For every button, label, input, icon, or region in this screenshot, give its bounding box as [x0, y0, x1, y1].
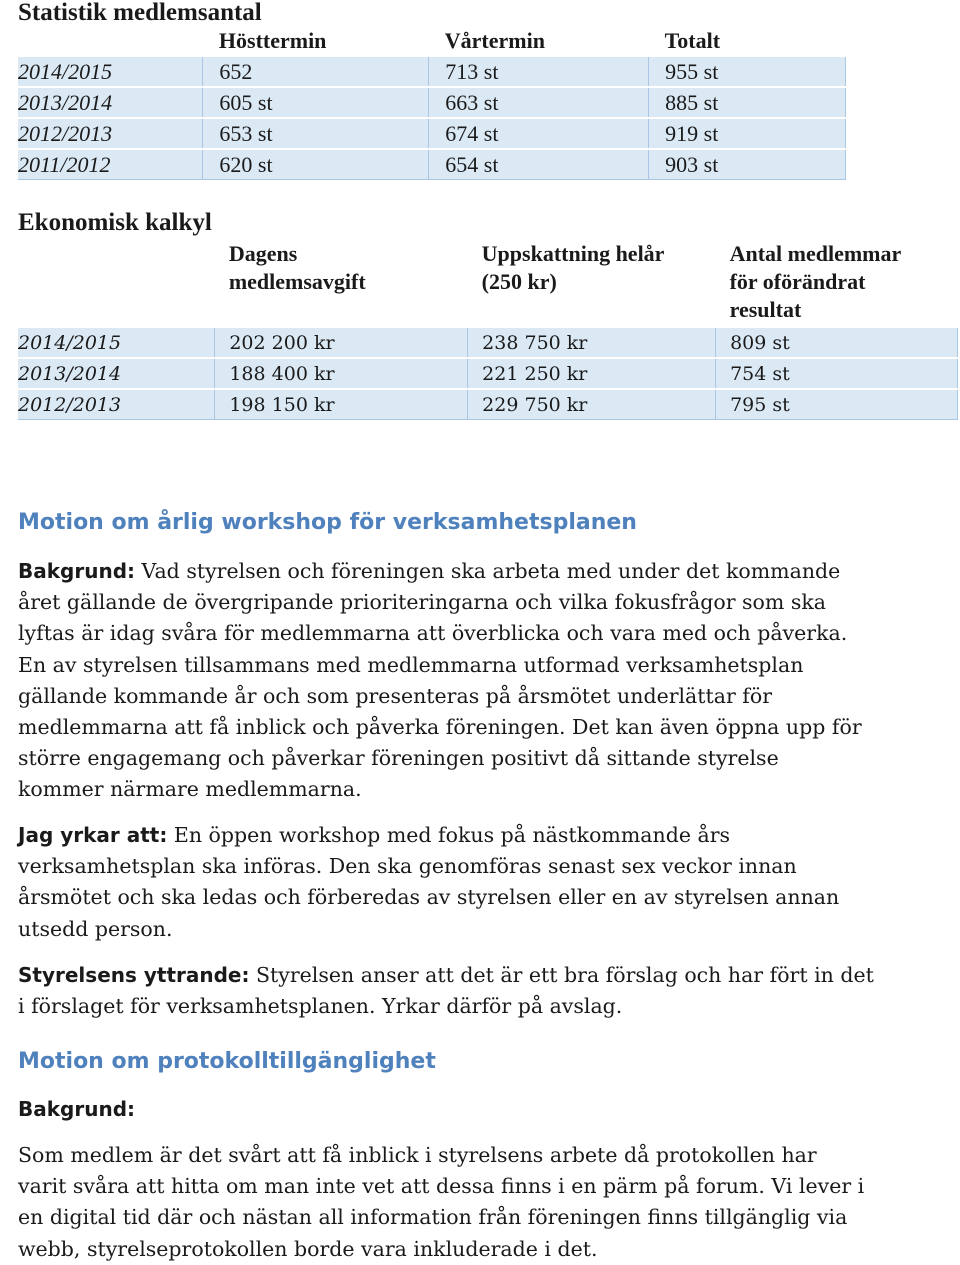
cell: 221 250 kr [468, 358, 716, 389]
cell: 202 200 kr [215, 327, 468, 358]
cell: 653 st [203, 118, 429, 149]
cell: 238 750 kr [468, 327, 716, 358]
year-cell: 2012/2013 [18, 389, 215, 420]
header-totalt: Totalt [649, 26, 846, 56]
header-hosttermin: Hösttermin [203, 26, 429, 56]
year-cell: 2013/2014 [18, 358, 215, 389]
table-header-row [18, 240, 958, 327]
header-blank [18, 240, 215, 327]
cell: 754 st [716, 358, 958, 389]
year-cell: 2013/2014 [18, 87, 203, 118]
cell: 919 st [649, 118, 846, 149]
yrkar-label: Jag yrkar att: [18, 823, 168, 847]
table-row [18, 56, 846, 87]
cell: 955 st [649, 56, 846, 87]
cell: 674 st [429, 118, 649, 149]
yttrande-label: Styrelsens yttrande: [18, 963, 250, 987]
cell: 654 st [429, 149, 649, 180]
table-row [18, 327, 958, 358]
motion-workshop-yttrande: Styrelsens yttrande: Styrelsen anser att det är ett bra förslag och har fört in det i förslaget för verksamhetsplanen. Yrkar därför på avslag. [18, 963, 874, 1019]
member-stats-table [18, 26, 846, 180]
header-uppskattning: Uppskattning helår (250 kr) [481, 241, 665, 294]
stat-title: Statistik medlemsantal [18, 0, 262, 26]
year-cell: 2012/2013 [18, 118, 203, 149]
motion-protokoll-bakgrund: Som medlem är det svårt att få inblick i styrelsens arbete då protokollen har varit svåra att hitta om man inte vet att dessa finns i en pärm på forum. Vi lever i en digital tid där och nästan all information från föreningen finns tillgänglig via webb, styrelseprotokollen borde vara inkluderade i det. [18, 1143, 865, 1261]
cell: 795 st [716, 389, 958, 420]
cell: 713 st [429, 56, 649, 87]
cell: 652 [203, 56, 429, 87]
cell: 885 st [649, 87, 846, 118]
motion-workshop-yrkande: Jag yrkar att: En öppen workshop med fokus på nästkommande års verksamhetsplan ska införas. Den ska genomföras senast sex veckor innan årsmötet och ska ledas och förberedas av styrelsen eller en av styrelsen annan utsedd person. [18, 823, 840, 941]
year-cell: 2014/2015 [18, 56, 203, 87]
header-dagens: Dagens medlemsavgift [228, 241, 366, 294]
table-header-row [18, 26, 846, 56]
bakgrund-label: Bakgrund: [18, 559, 136, 583]
cell: 663 st [429, 87, 649, 118]
motion-protokoll-bakgrund-label: Bakgrund: [18, 1097, 136, 1121]
cell: 188 400 kr [215, 358, 468, 389]
cell: 903 st [649, 149, 846, 180]
cell: 620 st [203, 149, 429, 180]
eko-title: Ekonomisk kalkyl [18, 209, 212, 236]
motion-workshop-title: Motion om årlig workshop för verksamhetsplanen [18, 510, 637, 535]
motion-workshop-bakgrund: Bakgrund: Vad styrelsen och föreningen ska arbeta med under det kommande året gällande de övergripande prioriteringarna och vilka fokusfrågor som ska lyftas är idag svåra för medlemmarna att överblicka och vara med och påverka. En av styrelsen tillsammans med medlemmarna utformad verksamhetsplan gällande kommande år och som presenteras på årsmötet underlättar för medlemmarna att få inblick och påverka föreningen. Det kan även öppna upp för större engagemang och påverkar föreningen positivt då sittande styrelse kommer närmare medlemmarna. [18, 559, 862, 802]
cell: 229 750 kr [468, 389, 716, 420]
year-cell: 2014/2015 [18, 327, 215, 358]
header-vartermin: Vårtermin [429, 26, 649, 56]
cell: 198 150 kr [215, 389, 468, 420]
year-cell: 2011/2012 [18, 149, 203, 180]
header-blank [18, 26, 203, 56]
cell: 605 st [203, 87, 429, 118]
table-row [18, 389, 958, 420]
economy-table [18, 240, 958, 420]
table-row [18, 118, 846, 149]
cell: 809 st [716, 327, 958, 358]
table-row [18, 87, 846, 118]
table-row [18, 149, 846, 180]
header-antal: Antal medlemmar för oförändrat resultat [729, 241, 902, 322]
motion-protokoll-title: Motion om protokolltillgänglighet [18, 1049, 436, 1074]
table-row [18, 358, 958, 389]
